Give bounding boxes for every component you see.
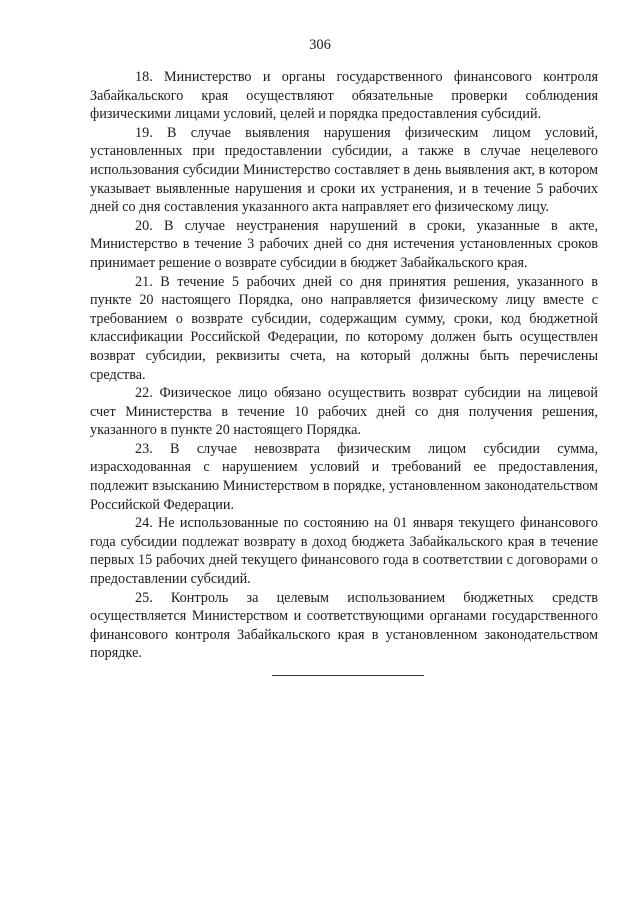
- paragraph-19: 19. В случае выявления нарушения физическим лицом условий, установленных при предоставлении субсидии, а также в случае нецелевого использования субсидии Министерство составляет в день выявления акт, в котором указывает выявленные нарушения и сроки их устранения, и в течение 5 рабочих дней со дня составления указанного акта направляет его физическому лицу.: [90, 124, 598, 216]
- paragraph-25: 25. Контроль за целевым использованием бюджетных средств осуществляется Министерством и соответствующими органами государственного финансового контроля Забайкальского края в установленном законодательством порядке.: [90, 589, 598, 662]
- paragraph-22: 22. Физическое лицо обязано осуществить возврат субсидии на лицевой счет Министерства в течение 10 рабочих дней со дня получения решения, указанного в пункте 20 настоящего Порядка.: [90, 385, 598, 439]
- paragraph-18: 18. Министерство и органы государственного финансового контроля Забайкальского края осуществляют обязательные проверки соблюдения физическими лицами условий, целей и порядка предоставления субсидий.: [90, 69, 598, 123]
- paragraph-24: 24. Не использованные по состоянию на 01 января текущего финансового года субсидии подлежат возврату в доход бюджета Забайкальского края в течение первых 15 рабочих дней текущего финансового года в соответствии с договорами о предоставлении субсидий.: [90, 515, 598, 588]
- end-of-document-rule: [272, 675, 424, 676]
- page-number: 306: [309, 37, 331, 53]
- document-body: [90, 68, 598, 663]
- paragraph-20: 20. В случае неустранения нарушений в сроки, указанные в акте, Министерство в течение 3 рабочих дней со дня истечения установленных сроков принимает решение о возврате субсидии в бюджет Забайкальского края.: [90, 217, 598, 271]
- paragraph-21: 21. В течение 5 рабочих дней со дня принятия решения, указанного в пункте 20 настоящего Порядка, оно направляется физическому лицу вместе с требованием о возврате субсидии, содержащим сумму, сроки, код бюджетной классификации Российской Федерации, по которому должен быть осуществлен возврат субсидии, реквизиты счета, на который должны быть перечислены средства.: [90, 273, 598, 383]
- paragraph-23: 23. В случае невозврата физическим лицом субсидии сумма, израсходованная с нарушением условий и требований ее предоставления, подлежит взысканию Министерством в порядке, установленном законодательством Российской Федерации.: [90, 440, 598, 513]
